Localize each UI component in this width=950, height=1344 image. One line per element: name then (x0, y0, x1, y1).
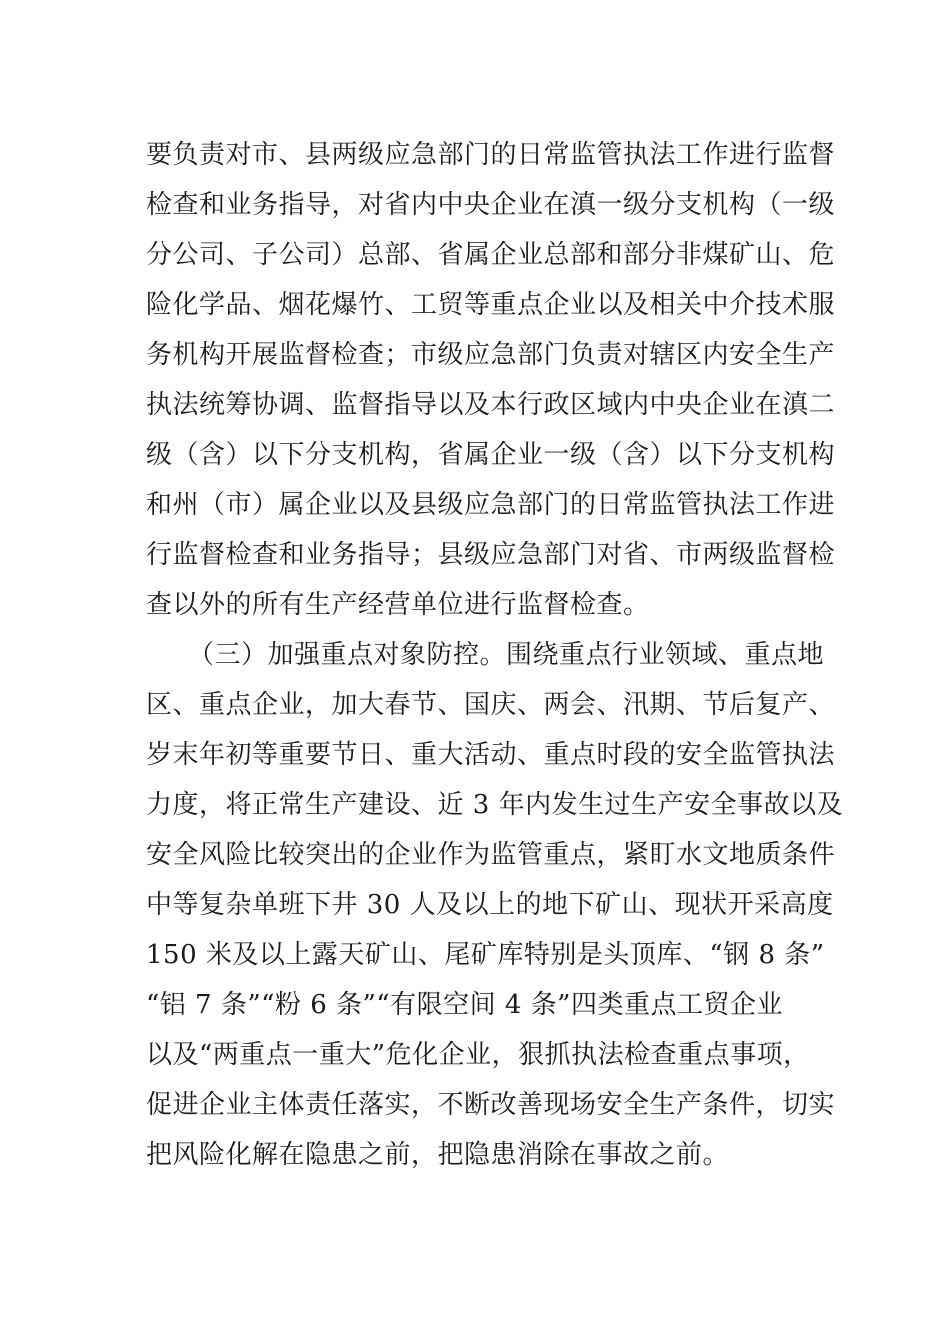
text-line: 执法统筹协调、监督指导以及本行政区域内中央企业在滇二 (146, 390, 836, 420)
section-heading-line: （三）加强重点对象防控。围绕重点行业领域、重点地 (188, 640, 825, 670)
text-line: 和州（市）属企业以及县级应急部门的日常监管执法工作进 (146, 490, 836, 520)
text-line: 区、重点企业，加大春节、国庆、两会、汛期、节后复产、 (146, 690, 836, 720)
text-line: 以及“两重点一重大”危化企业，狠抓执法检查重点事项， (146, 1040, 810, 1070)
body-text (146, 130, 844, 1180)
text-line: 把风险化解在隐患之前，把隐患消除在事故之前。 (146, 1140, 730, 1170)
text-line: 要负责对市、县两级应急部门的日常监管执法工作进行监督 (146, 140, 836, 170)
text-line: 查以外的所有生产经营单位进行监督检查。 (146, 590, 650, 620)
text-line: 行监督检查和业务指导；县级应急部门对省、市两级监督检 (146, 540, 836, 570)
text-line: 安全风险比较突出的企业作为监管重点，紧盯水文地质条件 (146, 840, 836, 870)
text-line: 150 米及以上露天矿山、尾矿库特别是头顶库、“钢 8 条” (146, 940, 825, 970)
text-line: “铝 7 条”“粉 6 条”“有限空间 4 条”四类重点工贸企业 (146, 990, 783, 1020)
text-line: 检查和业务指导，对省内中央企业在滇一级分支机构（一级 (146, 190, 836, 220)
text-line: 力度，将正常生产建设、近 3 年内发生过生产安全事故以及 (146, 790, 844, 820)
text-line: 促进企业主体责任落实，不断改善现场安全生产条件，切实 (146, 1090, 836, 1120)
text-line: 岁末年初等重要节日、重大活动、重点时段的安全监管执法 (146, 740, 836, 770)
text-line: 中等复杂单班下井 30 人及以上的地下矿山、现状开采高度 (146, 890, 834, 920)
text-line: 级（含）以下分支机构，省属企业一级（含）以下分支机构 (146, 440, 836, 470)
text-line: 务机构开展监督检查；市级应急部门负责对辖区内安全生产 (146, 340, 836, 370)
text-line: 险化学品、烟花爆竹、工贸等重点企业以及相关中介技术服 (146, 290, 836, 320)
text-line: 分公司、子公司）总部、省属企业总部和部分非煤矿山、危 (146, 240, 836, 270)
